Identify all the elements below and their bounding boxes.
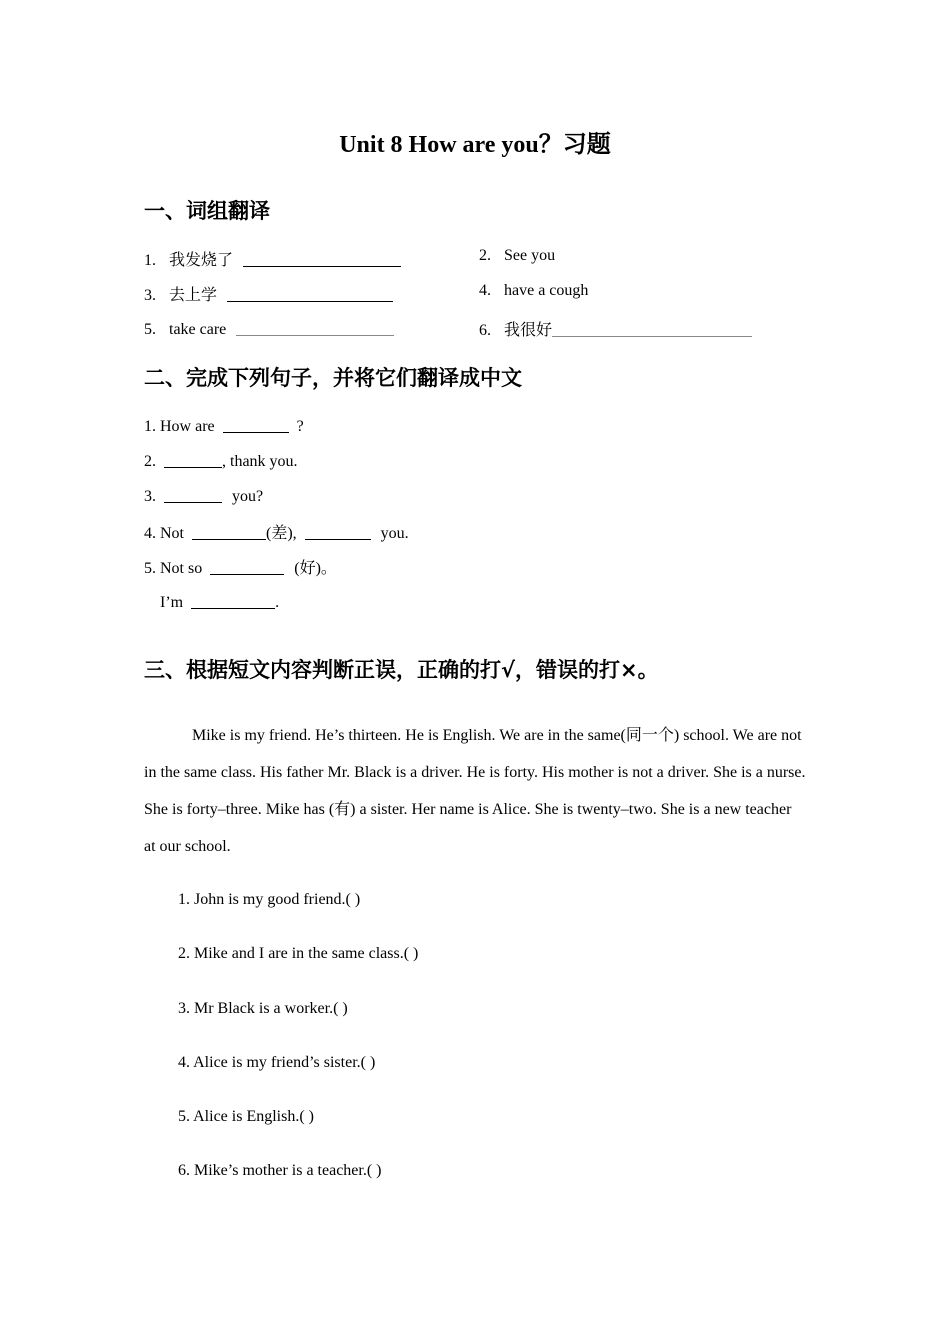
answer-blank[interactable] (210, 558, 284, 575)
sentence-text: ? (296, 418, 304, 435)
item-number: 2. (479, 247, 491, 264)
sentence-text: 2. (144, 453, 156, 470)
section3-heading: 三、根据短文内容判断正误，正确的打√，错误的打×。 (144, 658, 659, 682)
item-number: 3. (144, 287, 156, 304)
section2-heading: 二、完成下列句子，并将它们翻译成中文 (144, 366, 522, 390)
answer-blank[interactable] (164, 486, 222, 503)
sentence-text: 5. Not so (144, 560, 203, 577)
item-number: 1. (144, 252, 156, 269)
section1-heading: 一、词组翻译 (144, 199, 270, 223)
sentence-text: 4. Not (144, 525, 184, 542)
reading-passage: Mike is my friend. He’s thirteen. He is English. We are in the same(同一个) school. We are not in the same class. His father Mr. Black is a driver. He is forty. His mother is not a driver. She is a nurse. She is forty–three. Mike has (有) a sister. Her name is Alice. She is twenty–two. She is a new teacher at our school. (144, 727, 806, 855)
phrase-item-1 (144, 247, 401, 270)
item-text: take care (169, 321, 227, 338)
item-text: See you (504, 247, 556, 264)
question-6[interactable]: 6. Mike’s mother is a teacher.( ) (178, 1162, 382, 1179)
sentence-text: 3. (144, 488, 156, 505)
answer-blank[interactable] (227, 285, 393, 302)
answer-blank[interactable] (192, 523, 266, 540)
item-text: 我很好 (504, 322, 553, 339)
answer-blank[interactable] (305, 523, 371, 540)
sentence-text: you. (380, 525, 409, 542)
question-3[interactable]: 3. Mr Black is a worker.( ) (178, 1000, 348, 1017)
sentence-text: I’m (160, 594, 184, 611)
sentence-text: you? (232, 488, 264, 505)
item-text: 我发烧了 (169, 252, 234, 269)
answer-blank[interactable] (223, 416, 289, 433)
page-title: Unit 8 How are you？习题 (339, 132, 611, 158)
item-number: 4. (479, 282, 491, 299)
sentence-text: , thank you. (222, 453, 298, 470)
sentence-6 (160, 590, 279, 612)
phrase-item-6 (479, 317, 752, 340)
sentence-text: (好)。 (294, 560, 337, 577)
sentence-4 (144, 520, 409, 543)
sentence-text: . (275, 594, 280, 611)
answer-blank[interactable] (236, 319, 394, 336)
phrase-item-2 (479, 247, 555, 265)
question-2[interactable]: 2. Mike and I are in the same class.( ) (178, 945, 419, 962)
answer-blank[interactable] (191, 592, 275, 609)
question-4[interactable]: 4. Alice is my friend’s sister.( ) (178, 1054, 376, 1071)
sentence-2 (144, 449, 298, 471)
sentence-text: (差), (266, 525, 297, 542)
phrase-item-4 (479, 282, 588, 300)
item-text: 去上学 (169, 287, 218, 304)
question-5[interactable]: 5. Alice is English.( ) (178, 1108, 314, 1125)
answer-blank[interactable] (552, 320, 752, 337)
answer-blank[interactable] (164, 451, 222, 468)
sentence-text: 1. How are (144, 418, 215, 435)
phrase-item-3 (144, 282, 393, 305)
item-number: 6. (479, 322, 491, 339)
item-number: 5. (144, 321, 156, 338)
phrase-item-5 (144, 317, 394, 339)
sentence-1 (144, 414, 304, 436)
question-1[interactable]: 1. John is my good friend.( ) (178, 891, 361, 908)
sentence-5 (144, 555, 337, 578)
answer-blank[interactable] (243, 250, 401, 267)
item-text: have a cough (504, 282, 589, 299)
sentence-3 (144, 484, 263, 506)
